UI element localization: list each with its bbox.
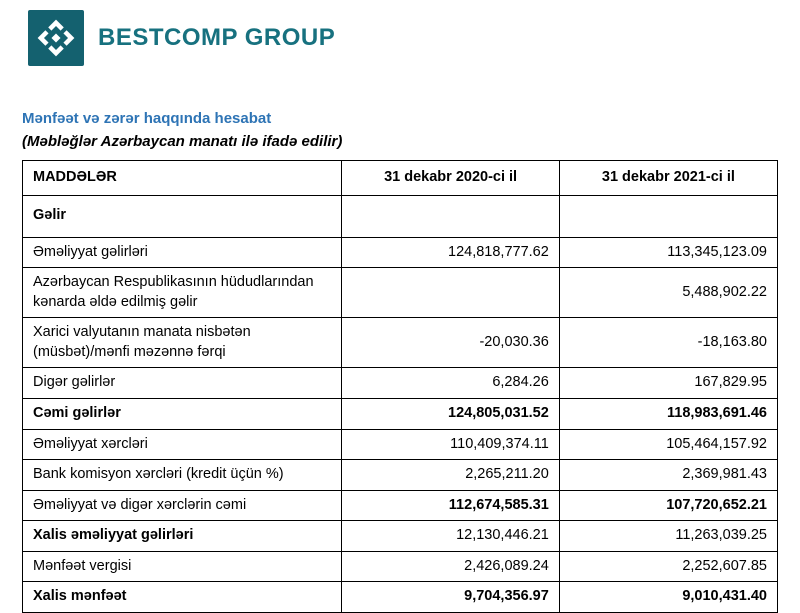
table-row-emeliyyat-gelirleri: [23, 237, 778, 268]
brand-name: BESTCOMP GROUP: [98, 24, 336, 51]
row-value-2020: 2,426,089.24: [342, 551, 559, 582]
row-value-2020: 124,805,031.52: [342, 398, 559, 429]
row-label: Cəmi gəlirlər: [23, 398, 342, 429]
bestcomp-logo-icon: [28, 10, 84, 66]
profit-loss-table: [22, 160, 778, 613]
row-value-2020: 2,265,211.20: [342, 460, 559, 491]
column-header-2020: 31 dekabr 2020-ci il: [342, 161, 559, 196]
row-value-2021: 167,829.95: [559, 368, 777, 399]
row-value-2021: -18,163.80: [559, 318, 777, 368]
report-titles: [22, 110, 778, 150]
row-label: Xarici valyutanın manata nisbətən (müsbət)/mənfi məzənnə fərqi: [23, 318, 342, 368]
row-label: Əməliyyat və digər xərclərin cəmi: [23, 490, 342, 521]
table-row-cemi-gelirler: [23, 398, 778, 429]
row-value-2021: 2,252,607.85: [559, 551, 777, 582]
row-label: Əməliyyat gəlirləri: [23, 237, 342, 268]
row-value-2020: [342, 268, 559, 318]
row-value-2021: 107,720,652.21: [559, 490, 777, 521]
row-value-2021: 9,010,431.40: [559, 582, 777, 613]
table-row-bank-komisyon-xercleri: [23, 460, 778, 491]
row-value-2020: 6,284.26: [342, 368, 559, 399]
table-row-gelir: [23, 195, 778, 237]
table-row-mezenne-ferqi: [23, 318, 778, 368]
row-label: Gəlir: [23, 195, 342, 237]
table-row-xerclerin-cemi: [23, 490, 778, 521]
row-value-2020: 12,130,446.21: [342, 521, 559, 552]
brand-header: [28, 10, 778, 66]
row-label: Xalis mənfəət: [23, 582, 342, 613]
column-header-items: MADDƏLƏR: [23, 161, 342, 196]
row-value-2020: 112,674,585.31: [342, 490, 559, 521]
table-header-row: [23, 161, 778, 196]
row-label: Bank komisyon xərcləri (kredit üçün %): [23, 460, 342, 491]
row-value-2021: 2,369,981.43: [559, 460, 777, 491]
row-value-2020: -20,030.36: [342, 318, 559, 368]
column-header-2021: 31 dekabr 2021-ci il: [559, 161, 777, 196]
row-label: Mənfəət vergisi: [23, 551, 342, 582]
row-value-2021: 113,345,123.09: [559, 237, 777, 268]
row-value-2020: 9,704,356.97: [342, 582, 559, 613]
row-value-2021: 5,488,902.22: [559, 268, 777, 318]
row-value-2020: 110,409,374.11: [342, 429, 559, 460]
row-value-2021: [559, 195, 777, 237]
row-label: Xalis əməliyyat gəlirləri: [23, 521, 342, 552]
row-label: Azərbaycan Respublikasının hüdudlarından kənarda əldə edilmiş gəlir: [23, 268, 342, 318]
table-row-diger-gelirler: [23, 368, 778, 399]
table-row-emeliyyat-xercleri: [23, 429, 778, 460]
row-value-2021: 105,464,157.92: [559, 429, 777, 460]
table-row-menfeet-vergisi: [23, 551, 778, 582]
row-value-2021: 11,263,039.25: [559, 521, 777, 552]
table-row-xalis-menfeet: [23, 582, 778, 613]
row-value-2020: 124,818,777.62: [342, 237, 559, 268]
row-value-2021: 118,983,691.46: [559, 398, 777, 429]
report-subtitle: (Məbləğlər Azərbaycan manatı ilə ifadə edilir): [22, 133, 343, 150]
row-label: Əməliyyat xərcləri: [23, 429, 342, 460]
table-row-kenarda-elde-edilmis-gelir: [23, 268, 778, 318]
row-value-2020: [342, 195, 559, 237]
report-title: Mənfəət və zərər haqqında hesabat: [22, 110, 272, 127]
row-label: Digər gəlirlər: [23, 368, 342, 399]
table-row-xalis-emeliyyat-gelirleri: [23, 521, 778, 552]
